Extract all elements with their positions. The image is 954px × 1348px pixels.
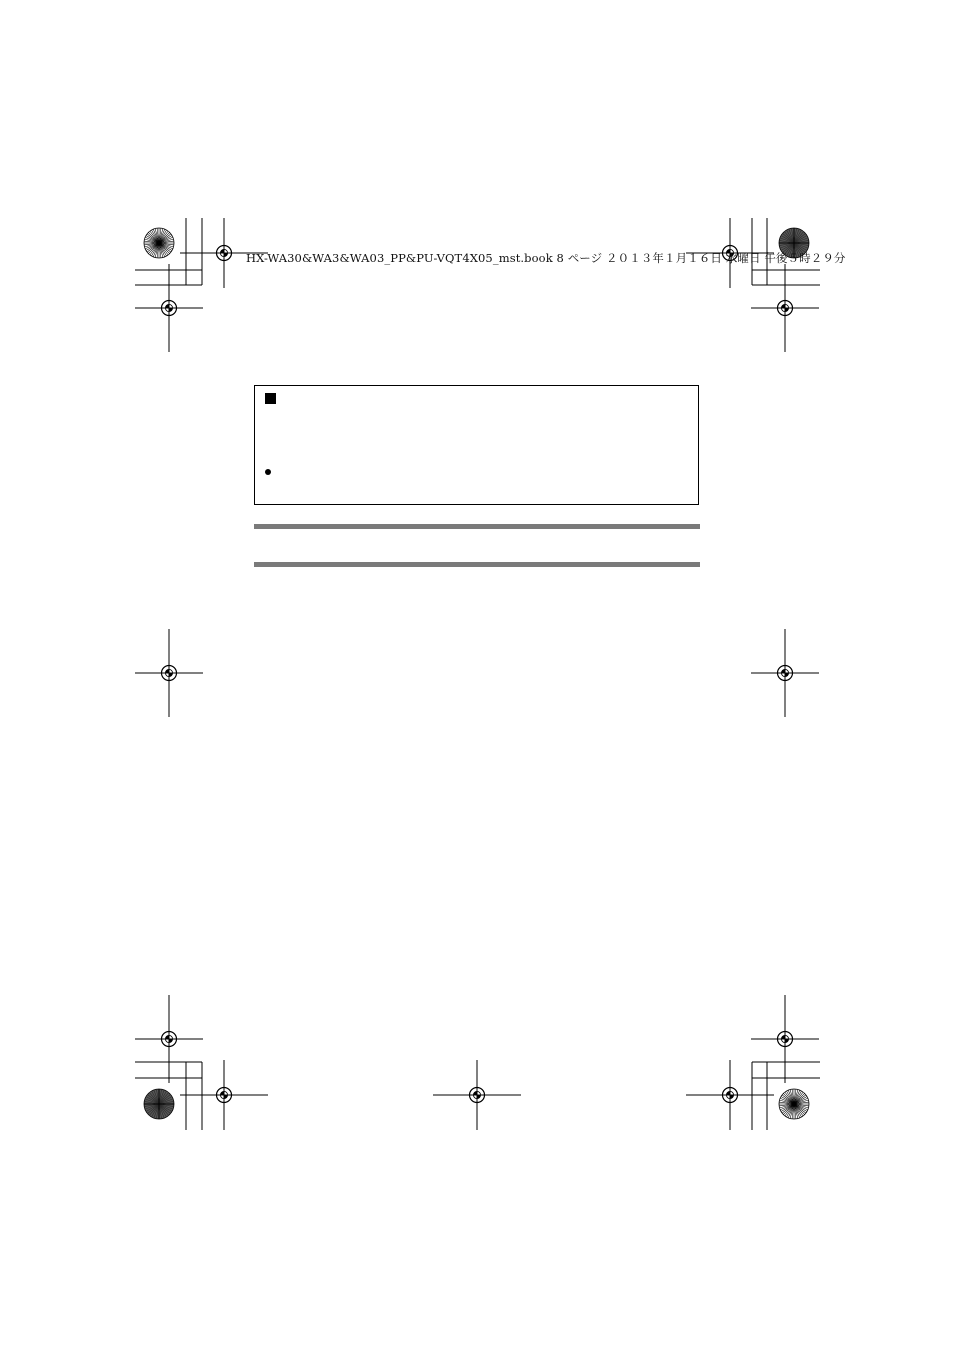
registration-crosshair-icon <box>135 995 203 1083</box>
registration-crosshair-icon <box>135 264 203 352</box>
registration-crosshair-icon <box>686 1060 774 1130</box>
notice-box <box>254 385 699 505</box>
round-bullet-icon <box>265 469 271 475</box>
starburst-dark-icon <box>144 1089 174 1119</box>
registration-crosshair-icon <box>751 629 819 717</box>
registration-crosshair-icon <box>433 1060 521 1130</box>
starburst-light-icon <box>779 1089 809 1119</box>
section-rule-top <box>254 524 700 529</box>
print-header-line: HX-WA30&WA3&WA03_PP&PU-VQT4X05_mst.book 8 ページ ２０１３年１月１６日 水曜日 午後５時２９分 <box>246 251 846 265</box>
registration-crosshair-icon <box>135 629 203 717</box>
section-rule-bottom <box>254 562 700 567</box>
registration-crosshair-icon <box>180 1060 268 1130</box>
starburst-light-icon <box>144 228 174 258</box>
registration-crosshair-icon <box>751 995 819 1083</box>
crop-marks <box>135 218 820 1130</box>
registration-crosshair-icon <box>751 264 819 352</box>
square-bullet-icon <box>265 393 276 404</box>
